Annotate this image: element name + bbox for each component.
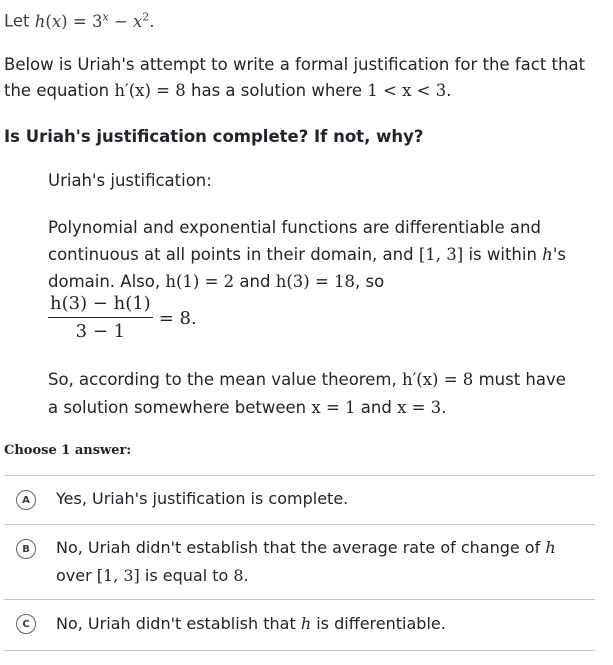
question-prompt: Is Uriah's justification complete? If not, why? [4,127,424,146]
intro-inequality: 1 < x < 3 [367,81,447,100]
choice-a-letter: A [16,490,36,510]
choice-b[interactable] [4,524,595,599]
definition-math: $h(x) = 3^x - x^2$. [34,10,155,31]
fraction-denominator: 3 − 1 [75,321,126,342]
let-label: Let [4,11,30,31]
fraction-result: = 8. [158,307,197,329]
justification-paragraph-1: Polynomial and exponential functions are differentiable and continuous at all points in their domain, and [1, 3] is within h's domain. Also, h(1) = 2 and h(3) = 18, so [48,218,566,291]
choice-b-text: No, Uriah didn't establish that the average rate of change of h over [1, 3] is equal to 8. [56,538,556,585]
choice-a[interactable] [4,475,595,524]
choice-a-text: Yes, Uriah's justification is complete. [56,489,349,508]
h3-math: h(3) = 18 [275,272,356,291]
interval-math: [1, 3] [418,245,464,264]
choice-c-text: No, Uriah didn't establish that h is differentiable. [56,614,446,633]
function-definition [4,4,607,35]
justification-title: Uriah's justification: [48,171,212,190]
intro-equation: h′(x) = 8 [114,81,186,100]
x3-math: x = 3 [397,398,442,417]
choose-label: Choose 1 answer: [4,443,132,458]
fraction-numerator: h(3) − h(1) [48,293,153,318]
choice-b-letter: B [16,539,36,559]
choice-c-letter: C [16,614,36,634]
problem-intro: Below is Uriah's attempt to write a formal justification for the fact that the equation h′(x) = 8 has a solution where 1 < x < 3. [4,55,586,100]
choice-c[interactable] [4,599,595,651]
justification-paragraph-2: So, according to the mean value theorem, h′(x) = 8 must have a solution somewhere between x = 1 and x = 3. [48,370,566,417]
answer-choices [4,475,595,651]
h1-math: h(1) = 2 [165,272,235,291]
mvt-equation: h′(x) = 8 [401,370,474,389]
x1-math: x = 1 [311,398,356,417]
average-rate-fraction [48,290,197,346]
